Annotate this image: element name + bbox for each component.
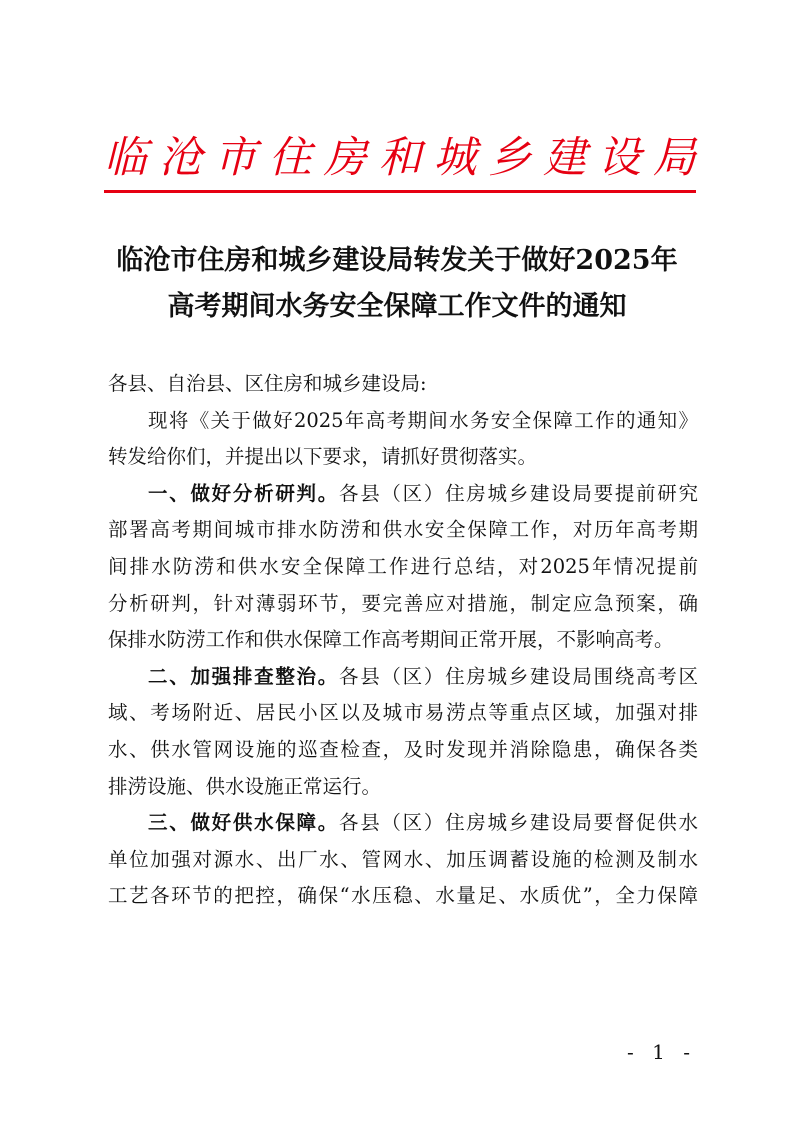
section-2-line-3: 水、供水管网设施的巡查检查，及时发现并消除隐患，确保各类 (108, 737, 698, 761)
section-2-line-1 (108, 659, 698, 696)
masthead-char: 市 (213, 133, 257, 183)
intro-line-1: 现将《关于做好2025年高考期间水务安全保障工作的通知》 (148, 408, 698, 432)
section-3-line-1 (108, 805, 698, 842)
masthead-char: 住 (268, 133, 312, 183)
masthead-char: 乡 (488, 133, 532, 183)
masthead-char: 房 (323, 133, 367, 183)
section-2-line-4: 排涝设施、供水设施正常运行。 (108, 774, 382, 798)
intro-line-2: 转发给你们，并提出以下要求，请抓好贯彻落实。 (108, 445, 538, 469)
masthead-organization-name (104, 128, 696, 188)
document-body (108, 366, 698, 915)
section-3-line-1-text: 各县（区）住房城乡建设局要督促供水 (338, 811, 698, 835)
section-2-line-1-text: 各县（区）住房城乡建设局围绕高考区 (338, 664, 698, 688)
section-3-line-3: 工艺各环节的把控，确保“水压稳、水量足、水质优”，全力保障 (108, 884, 698, 908)
section-1-line-1-text: 各县（区）住房城乡建设局要提前研究 (338, 481, 698, 505)
masthead-char: 设 (598, 133, 642, 183)
section-3-line-2: 单位加强对源水、出厂水、管网水、加压调蓄设施的检测及制水 (108, 847, 698, 871)
section-1-line-1 (108, 476, 698, 513)
masthead-char: 沧 (158, 133, 202, 183)
section-1-heading: 一、做好分析研判。 (148, 481, 339, 505)
document-title-line-1: 临沧市住房和城乡建设局转发关于做好2025年 (116, 245, 678, 276)
masthead-char: 建 (543, 133, 587, 183)
masthead-char: 城 (433, 133, 477, 183)
section-2-line-2: 域、考场附近、居民小区以及城市易涝点等重点区域，加强对排 (108, 701, 698, 725)
masthead-red-rule (104, 190, 696, 193)
section-1-line-4: 分析研判，针对薄弱环节，要完善应对措施，制定应急预案，确 (108, 591, 698, 615)
salutation: 各县、自治县、区住房和城乡建设局: (108, 372, 427, 395)
section-1-line-2: 部署高考期间城市排水防涝和供水安全保障工作，对历年高考期 (108, 518, 698, 542)
masthead-char: 临 (104, 133, 147, 183)
section-3-heading: 三、做好供水保障。 (148, 811, 339, 835)
document-title-line-2: 高考期间水务安全保障工作文件的通知 (167, 291, 627, 322)
section-2-heading: 二、加强排查整治。 (148, 664, 339, 688)
page-number: - 1 - (627, 1040, 696, 1064)
document-title (90, 238, 704, 330)
section-1-line-3: 间排水防涝和供水安全保障工作进行总结，对2025年情况提前 (108, 554, 698, 578)
masthead-char: 局 (652, 133, 696, 183)
section-1-line-5: 保排水防涝工作和供水保障工作高考期间正常开展，不影响高考。 (108, 628, 674, 652)
masthead-char: 和 (378, 133, 422, 183)
